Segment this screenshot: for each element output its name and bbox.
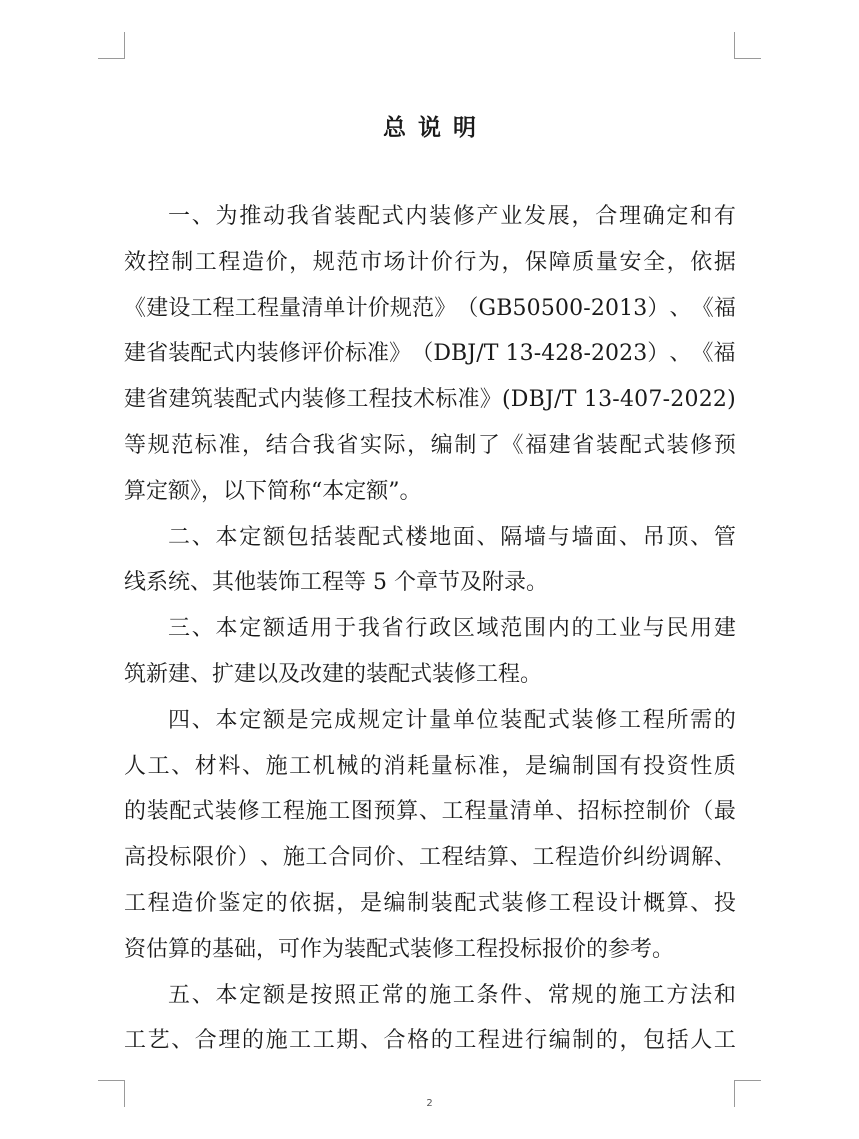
corner-mark-top-right <box>734 32 761 59</box>
text-line: 筑新建、扩建以及改建的装配式装修工程。 <box>124 661 543 687</box>
text-line: 《 建 设 工 程 工 程 量 清 单 计 价 规 范 》 （ G B 5 0 5 0 0 - 2 0 1 3 ） 、 《 福 <box>124 295 736 321</box>
text-line: 工 艺 、 合 理 的 施 工 工 期 、 合 格 的 工 程 进 行 编 制 的 ， 包 括 人 工 <box>124 1028 736 1054</box>
text-line: 建 省 建 筑 装 配 式 内 装 修 工 程 技 术 标 准 》 ( D B J / T 1 3 - 4 0 7 - 2 0 2 2 ) <box>124 387 736 413</box>
text-line: 五 、 本 定 额 是 按 照 正 常 的 施 工 条 件 、 常 规 的 施 工 方 法 和 <box>168 982 736 1008</box>
text-line: 人 工 、 材 料 、 施 工 机 械 的 消 耗 量 标 准 ， 是 编 制 国 有 投 资 性 质 <box>124 753 736 779</box>
text-line: 等 规 范 标 准 ， 结 合 我 省 实 际 ， 编 制 了 《 福 建 省 装 配 式 装 修 预 <box>124 432 736 458</box>
page-title: 总说明 <box>383 115 488 141</box>
text-line: 算定额》，以下简称“本定额”。 <box>124 478 422 504</box>
text-line: 效 控 制 工 程 造 价 ， 规 范 市 场 计 价 行 为 ， 保 障 质 量 安 全 ， 依 据 <box>124 249 736 275</box>
text-line: 线系统、其他装饰工程等 5 个章节及附录。 <box>124 570 548 596</box>
page-number: 2 <box>426 1098 433 1109</box>
text-line: 高 投 标 限 价 ） 、 施 工 合 同 价 、 工 程 结 算 、 工 程 造 价 纠 纷 调 解 、 <box>124 845 736 871</box>
text-line: 一 、 为 推 动 我 省 装 配 式 内 装 修 产 业 发 展 ， 合 理 确 定 和 有 <box>168 204 736 229</box>
text-line: 二 、 本 定 额 包 括 装 配 式 楼 地 面 、 隔 墙 与 墙 面 、 吊 顶 、 管 <box>168 524 736 550</box>
text-line: 建 省 装 配 式 内 装 修 评 价 标 准 》 （ D B J / T 1 3 - 4 2 8 - 2 0 2 3 ） 、 《 福 <box>124 341 736 367</box>
document-body <box>124 194 736 1064</box>
text-line: 三 、 本 定 额 适 用 于 我 省 行 政 区 域 范 围 内 的 工 业 与 民 用 建 <box>168 616 736 642</box>
text-line: 的 装 配 式 装 修 工 程 施 工 图 预 算 、 工 程 量 清 单 、 招 标 控 制 价 （ 最 <box>124 799 736 825</box>
corner-mark-top-left <box>98 32 125 59</box>
text-line: 资估算的基础，可作为装配式装修工程投标报价的参考。 <box>124 936 675 962</box>
text-line: 工 程 造 价 鉴 定 的 依 据 ， 是 编 制 装 配 式 装 修 工 程 设 计 概 算 、 投 <box>124 890 736 916</box>
text-line: 四 、 本 定 额 是 完 成 规 定 计 量 单 位 装 配 式 装 修 工 程 所 需 的 <box>168 707 736 733</box>
